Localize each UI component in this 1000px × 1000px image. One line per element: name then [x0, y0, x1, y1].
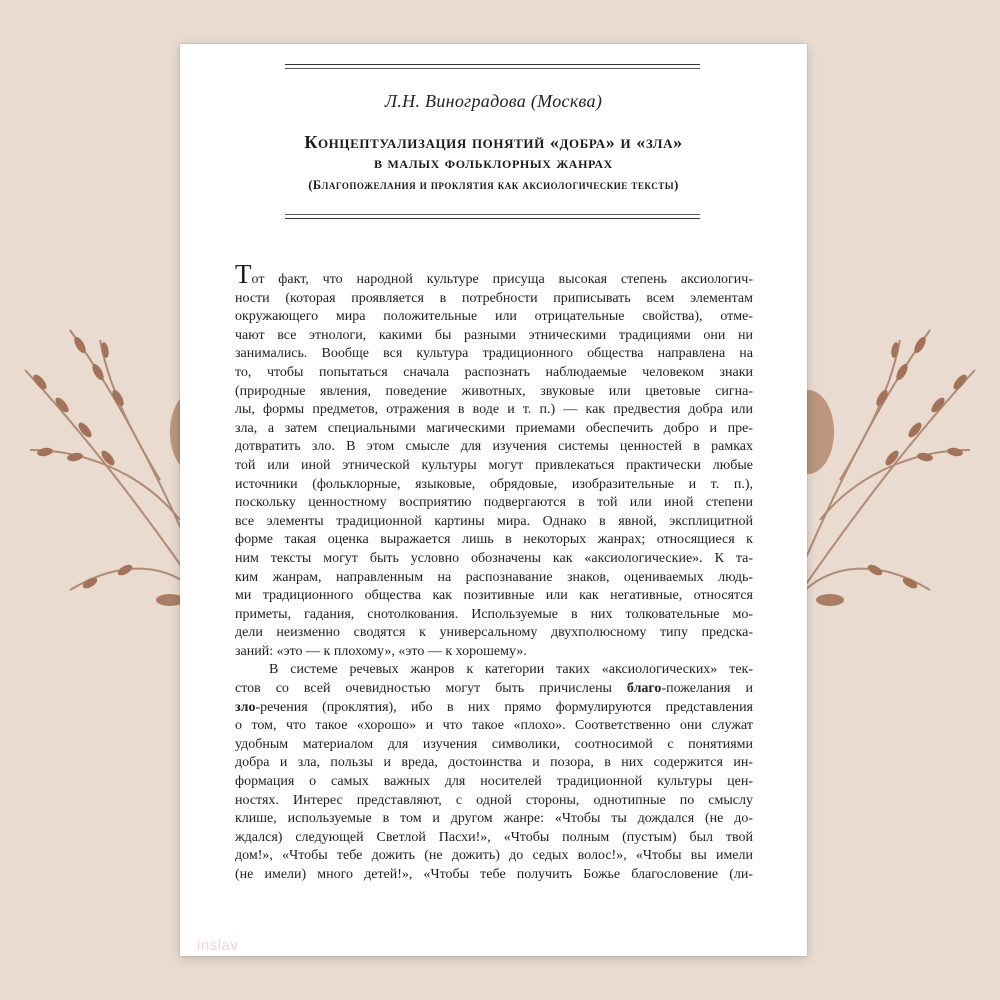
paragraph-line: зла, а затем специальными магическими приемами обеспечить добро и пре- — [235, 420, 753, 436]
paragraph-line: В системе речевых жанров к категории таких «аксиологических» тек- — [269, 662, 753, 678]
document-page — [180, 44, 807, 956]
author-line: Л.Н. Виноградова (Москва) — [384, 91, 603, 111]
body-text — [235, 259, 754, 885]
paragraph-line: Тот факт, что народной культуре присуща высокая степень аксиологич- — [235, 259, 753, 289]
paragraph-line: дом!», «Чтобы тебе дожить (не дожить) до седых волос!», «Чтобы вы имели — [235, 848, 753, 864]
paragraph-line: чают все этнологи, какими бы разными этническими традициями они ни — [235, 327, 753, 343]
watermark: inslav — [197, 937, 239, 954]
paragraph-line: той или иной этнической культуры могут привлекаться практически любые — [235, 457, 753, 473]
paragraph-line: приметы, гадания, снотолкования. Используемые в них толковательные мо- — [235, 606, 753, 622]
article-subtitle: (Благопожелания и проклятия как аксиологические тексты) — [308, 178, 679, 192]
paragraph-line: зло-речения (проклятия), ибо в них прямо формулируются представления — [235, 699, 753, 715]
paragraph-line: то, чтобы попытаться сначала распознать наблюдаемые человеком знаки — [235, 364, 753, 380]
paragraph-line: ким жанрам, направленным на распознавание знаков, оцениваемых людь- — [235, 569, 753, 585]
paragraph-line: ностях. Интерес представляют, с одной стороны, однотипные по смыслу — [235, 792, 753, 808]
paragraph-line: ми традиционного общества как позитивные или как негативные, относятся — [235, 588, 753, 604]
paragraph-line: о том, что такое «хорошо» и что такое «плохо». Соответственно они служат — [235, 718, 753, 734]
top-rule — [285, 64, 700, 69]
paragraph-line: ним тексты могут быть условно обозначены как «аксиологические». К та- — [235, 550, 753, 566]
bold-term: благо — [626, 681, 662, 697]
paragraph-line: лы, формы предметов, отражения в воде и т. п.) — как предвестия добра или — [235, 402, 753, 418]
paragraph-line: окружающего мира положительные или отрицательные свойства), отме- — [235, 309, 753, 325]
paragraph-line: форме такая оценка выражается лишь в некоторых жанрах; относящиеся к — [235, 532, 753, 548]
bold-term: зло — [235, 699, 256, 715]
paragraph-line: добра и зла, пользы и вреда, достоинства и позора, в них содержится ин- — [235, 755, 753, 771]
paragraph-line: формация о самых важных для носителей традиционной культуры цен- — [235, 774, 753, 790]
willow-branch-icon — [25, 330, 205, 600]
paragraph-line: ности (которая проявляется в потребности приписывать всем элементам — [235, 290, 753, 306]
paragraph-line: (не имели) много детей!», «Чтобы тебе получить Божье благословение (ли- — [235, 867, 753, 882]
paragraph-line: занимались. Вообще вся культура традиционного общества направлена на — [235, 346, 753, 362]
article-title-line1: Концептуализация понятий «добра» и «зла» — [304, 132, 683, 152]
paragraph-line: поскольку ценностному восприятию подвергаются в той или иной степени — [235, 495, 753, 511]
paragraph-line: источники (фольклорные, языковые, обрядовые, изобразительные и т. п.), — [235, 476, 753, 492]
paragraph-line: клише, используемые в том и другом жанре: «Чтобы ты дождался (не до- — [235, 811, 753, 827]
paragraph-line: ждался) следующей Светлой Пасхи!», «Чтобы полным (пустым) был твой — [235, 829, 753, 845]
paragraph-line: (природные явления, поведение животных, звуковые или цветовые сигна- — [235, 383, 753, 399]
paragraph-line: стов со всей очевидностью могут быть причислены благо-пожелания и — [235, 681, 754, 697]
paragraph-line: дели неизменно сводятся к универсальному двухполюсному типу предска- — [235, 625, 753, 641]
drop-cap: Т — [235, 259, 252, 289]
paragraph-line: дотвратить зло. В этом смысле для изучения системы ценностей в рамках — [235, 439, 753, 455]
paragraph-line: удобным материалом для изучения символики, соотносимой с понятиями — [235, 736, 753, 752]
paragraph-line: все элементы традиционной картины мира. Однако в явной, эксплицитной — [235, 513, 753, 529]
paragraph-line: заний: «это — к плохому», «это — к хорошему». — [235, 643, 527, 659]
article-title-line2: в малых фольклорных жанрах — [374, 153, 613, 172]
bottom-rule — [285, 214, 700, 219]
